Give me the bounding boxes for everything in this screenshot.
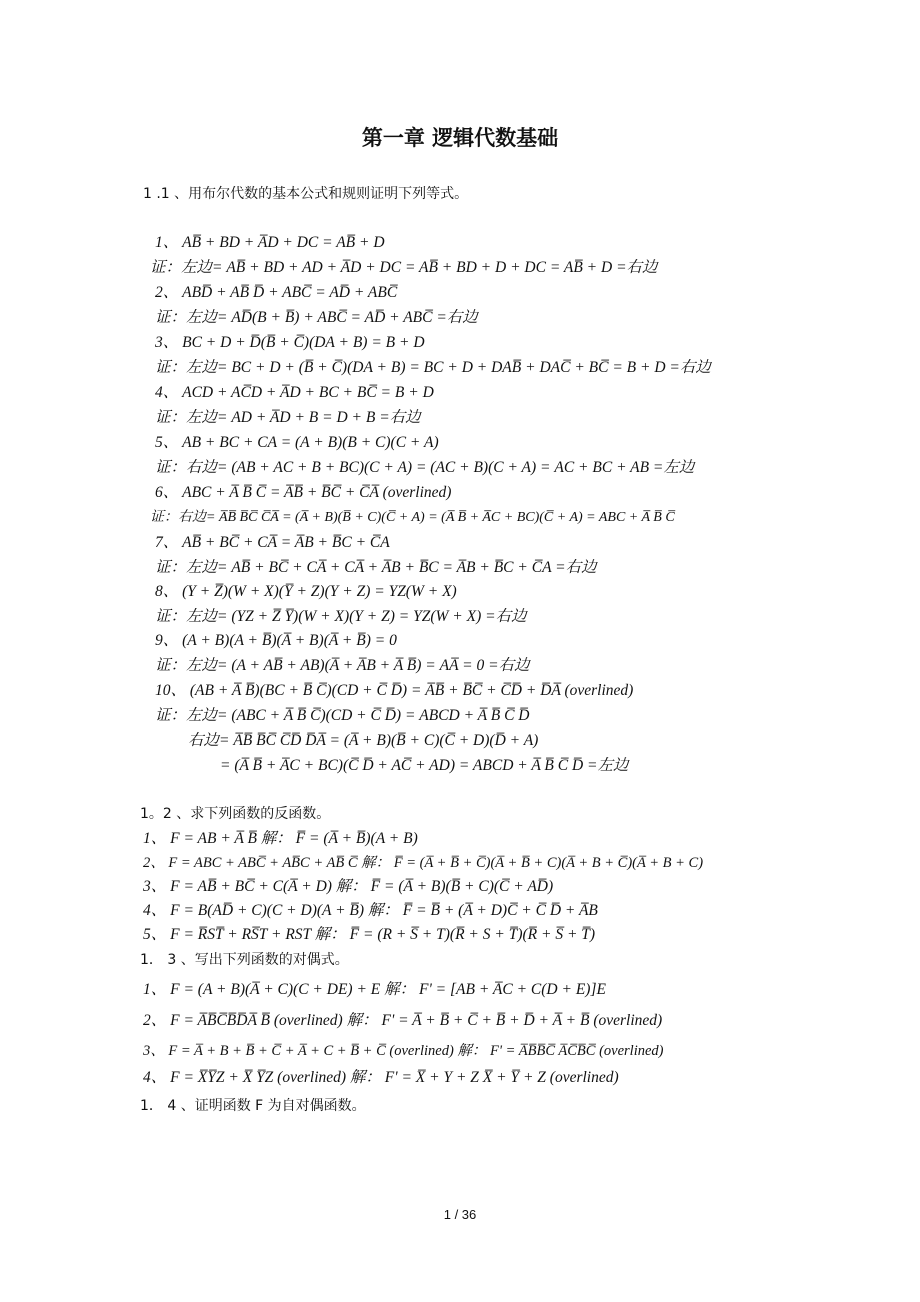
page-number: 1 / 36 [443, 1207, 477, 1222]
section-1-4-heading: 1． 4 、证明函数 F 为自对偶函数。 [140, 1098, 366, 1114]
eq-1-6-proof: 证：右边= A̅B̅ B̅C̅ C̅A̅ = (A̅ + B)(B̅ + C)(C̅ + A) = (A̅ B̅ + A̅C + BC)(C̅ + A) = ABC + A̅ B̅ C̅ [150, 510, 675, 525]
section-1-3-heading: 1． 3 、写出下列函数的对偶式。 [140, 952, 349, 968]
eq-1-1-statement: 1、 AB̅ + BD + A̅D + DC = AB̅ + D [155, 234, 385, 251]
eq-1-8-proof: 证：左边= (YZ + Z̅ Y̅)(W + X)(Y + Z) = YZ(W + X) =右边 [155, 608, 527, 625]
eq-1-9-statement: 9、 (A + B)(A + B̅)(A̅ + B)(A̅ + B̅) = 0 [155, 632, 397, 649]
eq-1-10-statement: 10、 (AB + A̅ B̅)(BC + B̅ C̅)(CD + C̅ D̅) = A̅B̅ + B̅C̅ + C̅D̅ + D̅A̅ (overlined) [155, 682, 634, 699]
inverse-fn-2: 2、 F = ABC + ABC̅ + AB̅C + AB̅ C̅ 解： F̅ = (A̅ + B̅ + C̅)(A̅ + B̅ + C)(A̅ + B + C̅)(A̅ + B + C) [143, 855, 704, 871]
eq-1-5-proof: 证：右边= (AB + AC + B + BC)(C + A) = (AC + B)(C + A) = AC + BC + AB =左边 [155, 459, 695, 476]
eq-1-3-proof: 证：左边= BC + D + (B̅ + C̅)(DA + B) = BC + D + DAB̅ + DAC̅ + BC̅ = B + D =右边 [155, 359, 711, 376]
eq-1-4-proof: 证：左边= AD + A̅D + B = D + B =右边 [155, 409, 421, 426]
dual-fn-3: 3、 F = A̅ + B + B̅ + C̅ + A̅ + C + B̅ + C̅ (overlined) 解： F' = A̅B̅B̅C̅ A̅C̅B̅C̅ (overlined) [143, 1043, 664, 1059]
eq-1-3-statement: 3、 BC + D + D̅(B̅ + C̅)(DA + B) = B + D [155, 334, 425, 351]
eq-1-5-statement: 5、 AB + BC + CA = (A + B)(B + C)(C + A) [155, 434, 439, 451]
eq-1-9-proof: 证：左边= (A + AB̅ + AB)(A̅ + A̅B + A̅ B̅) = AA̅ = 0 =右边 [155, 657, 530, 674]
eq-1-7-proof: 证：左边= AB̅ + BC̅ + CA̅ + CA̅ + A̅B + B̅C = A̅B + B̅C + C̅A =右边 [155, 559, 597, 576]
eq-1-8-statement: 8、 (Y + Z̅)(W + X)(Y̅ + Z)(Y + Z) = YZ(W + X) [155, 583, 457, 600]
eq-1-4-statement: 4、 ACD + AC̅D + A̅D + BC + BC̅ = B + D [155, 384, 434, 401]
eq-1-10-proof-result: = (A̅ B̅ + A̅C + BC)(C̅ D̅ + AC̅ + AD) = ABCD + A̅ B̅ C̅ D̅ =左边 [220, 757, 629, 774]
dual-fn-2: 2、 F = A̅B̅C̅B̅D̅A̅ B̅ (overlined) 解： F' = A̅ + B̅ + C̅ + B̅ + D̅ + A̅ + B̅ (overlined) [143, 1012, 663, 1029]
inverse-fn-5: 5、 F = R̅ST̅ + RS̅T + RST 解： F̅ = (R + S̅ + T)(R̅ + S + T̅)(R̅ + S̅ + T̅) [143, 926, 596, 943]
dual-fn-1: 1、 F = (A + B)(A̅ + C)(C + DE) + E 解： F' = [AB + A̅C + C(D + E)]E [143, 981, 606, 998]
eq-1-6-statement: 6、 ABC + A̅ B̅ C̅ = A̅B̅ + B̅C̅ + C̅A̅ (overlined) [155, 484, 452, 501]
chapter-title: 第一章 逻辑代数基础 [361, 126, 559, 150]
eq-1-10-proof-left: 证：左边= (ABC + A̅ B̅ C̅)(CD + C̅ D̅) = ABCD + A̅ B̅ C̅ D̅ [155, 707, 530, 724]
eq-1-1-proof: 证：左边= AB̅ + BD + AD + A̅D + DC = AB̅ + BD + D + DC = AB̅ + D =右边 [150, 259, 658, 276]
dual-fn-4: 4、 F = X̅Y̅Z + X̅ Y̅Z (overlined) 解： F' = X̅ + Y + Z X̅ + Y̅ + Z (overlined) [143, 1069, 619, 1086]
eq-1-2-statement: 2、 ABD̅ + AB̅ D̅ + ABC̅ = AD̅ + ABC̅ [155, 284, 398, 301]
eq-1-10-proof-right: 右边= A̅B̅ B̅C̅ C̅D̅ D̅A̅ = (A̅ + B)(B̅ + C)(C̅ + D)(D̅ + A) [188, 732, 539, 749]
section-1-2-heading: 1。2 、求下列函数的反函数。 [140, 806, 331, 822]
inverse-fn-1: 1、 F = AB + A̅ B̅ 解： F̅ = (A̅ + B̅)(A + B) [143, 830, 418, 847]
inverse-fn-4: 4、 F = B(AD̅ + C)(C + D)(A + B̅) 解： F̅ = B̅ + (A̅ + D)C̅ + C̅ D̅ + A̅B [143, 902, 598, 919]
eq-1-2-proof: 证：左边= AD̅(B + B̅) + ABC̅ = AD̅ + ABC̅ =右边 [155, 309, 478, 326]
section-1-1-heading: 1 .1 、用布尔代数的基本公式和规则证明下列等式。 [143, 186, 469, 202]
eq-1-7-statement: 7、 AB̅ + BC̅ + CA̅ = A̅B + B̅C + C̅A [155, 534, 390, 551]
inverse-fn-3: 3、 F = AB̅ + BC̅ + C(A̅ + D) 解： F̅ = (A̅ + B)(B̅ + C)(C̅ + AD̅) [143, 878, 554, 895]
